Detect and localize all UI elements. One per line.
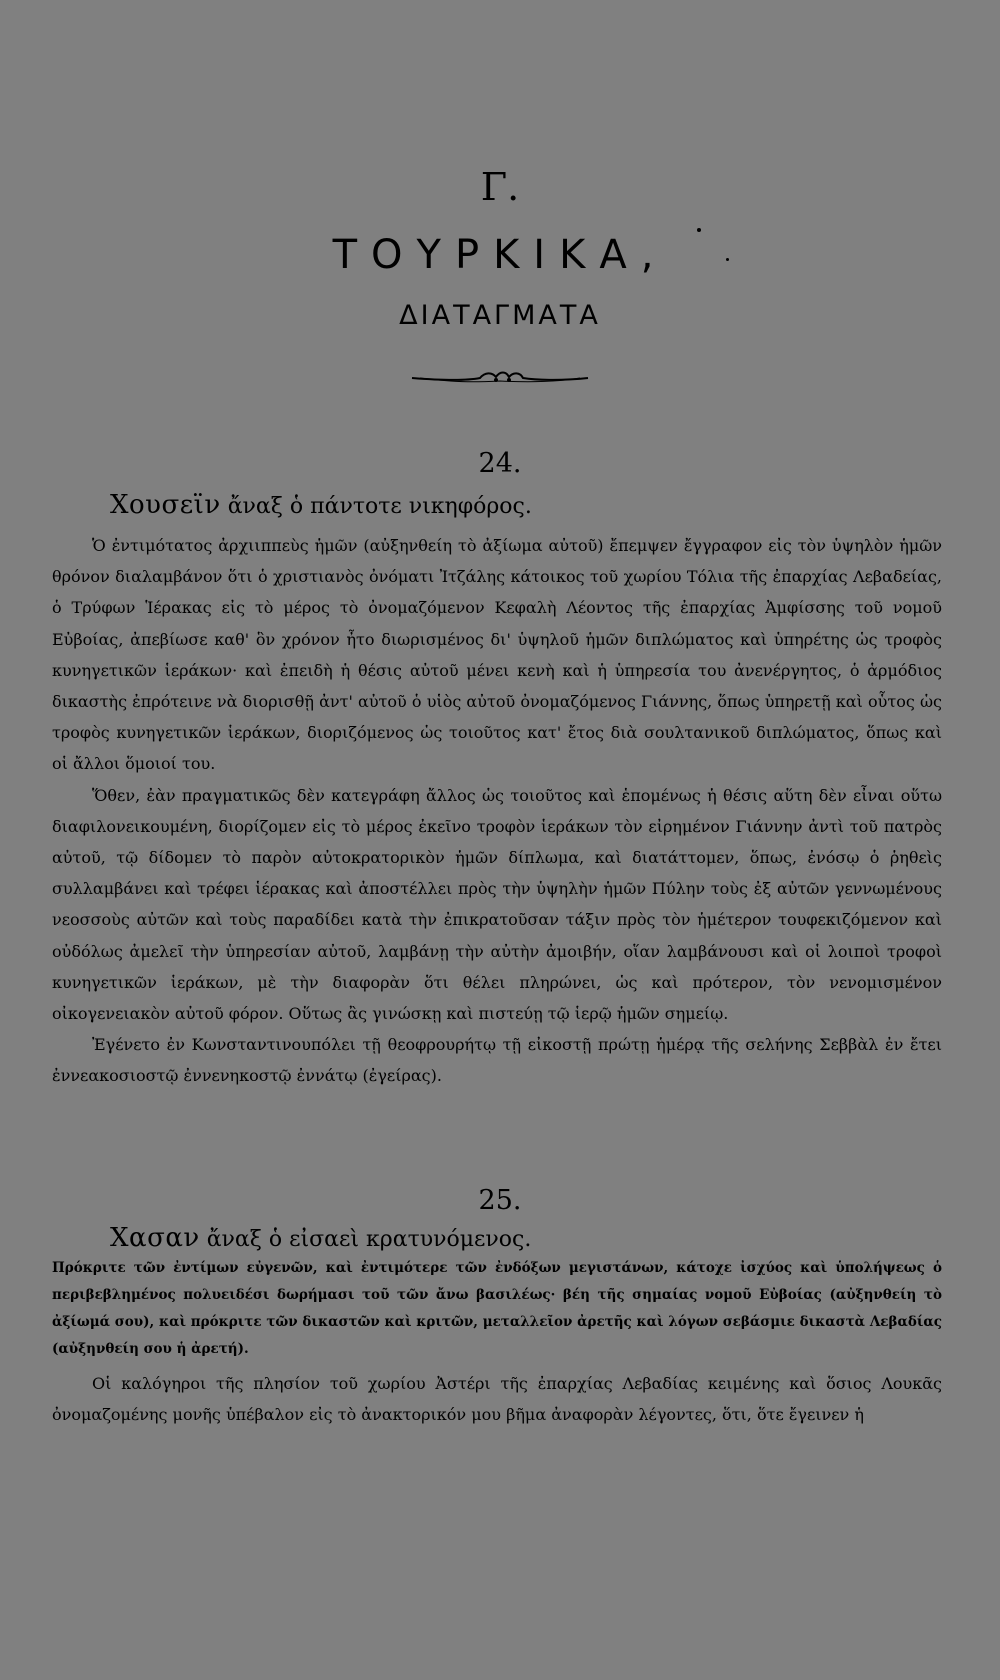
- ink-speck: [726, 258, 729, 261]
- section-letter: Γ.: [480, 165, 520, 209]
- document-heading: [110, 490, 532, 520]
- document-number: 25.: [478, 1185, 522, 1216]
- paragraph: Ἐγένετο ἐν Κωνσταντινουπόλει τῇ θεοφρουρήτῳ τῇ εἰκοστῇ πρώτῃ ἡμέρᾳ τῆς σελήνης Σεββὰλ ἐν ἔτει ἐννεακοσιοστῷ ἐννενηκοστῷ ἐννάτῳ (ἐγείρας).: [52, 1035, 942, 1086]
- heading-rest: ἄναξ ὁ εἰσαεὶ κρατυνόμενος.: [206, 1227, 532, 1252]
- heading-name: Χασαν: [110, 1223, 200, 1253]
- section-subtitle: ΔΙΑΤΑΓΜΑΤΑ: [399, 300, 601, 331]
- document-heading: [110, 1223, 531, 1253]
- section-title: ΤΟΥΡΚΙΚΑ,: [332, 232, 668, 278]
- heading-rest: ἄναξ ὁ πάντοτε νικηφόρος.: [227, 494, 532, 519]
- document-body: [52, 1368, 942, 1430]
- invocation: [52, 1255, 942, 1363]
- heading-name: Χουσεϊν: [110, 490, 221, 520]
- paragraph: Οἱ καλόγηροι τῆς πλησίον τοῦ χωρίου Ἀστέρι τῆς ἐπαρχίας Λεβαδίας κειμένης καὶ ὅσιος Λουκᾶς ὀνομαζομένης μονῆς ὑπέβαλον εἰς τὸ ἀνακτορικόν μου βῆμα ἀναφορὰν λέγοντες, ὅτι, ὅτε ἔγεινεν ἡ: [52, 1374, 942, 1425]
- ink-speck: [697, 228, 701, 232]
- paragraph: Ὁ ἐντιμότατος ἀρχιιππεὺς ἡμῶν (αὐξηνθείη τὸ ἀξίωμα αὐτοῦ) ἔπεμψεν ἔγγραφον εἰς τὸν ὑψηλὸν ἡμῶν θρόνον διαλαμβάνον ὅτι ὁ χριστιανὸς ὀνόματι Ἰτζάλης κάτοικος τοῦ χωρίου Τόλια τῆς ἐπαρχίας Λεβαδείας, ὁ Τρύφων Ἱέρακας εἰς τὸ μέρος τὸ ὀνομαζόμενον Κεφαλὴ Λέοντος τῆς ἐπαρχίας Ἀμφίσσης τοῦ νομοῦ Εὐβοίας, ἀπεβίωσε καθ' ὃν χρόνον ἦτο διωρισμένος δι' ὑψηλοῦ ἡμῶν διπλώματος καὶ ὑπηρέτης ὡς τροφὸς κυνηγετικῶν ἱεράκων· καὶ ἐπειδὴ ἡ θέσις αὐτοῦ μένει κενὴ καὶ ἡ ὑπηρεσία του ἀνενέργητος, ὁ ἁρμόδιος δικαστὴς ἐπρότεινε νὰ διορισθῇ ἀντ' αὐτοῦ ὁ υἱὸς αὐτοῦ ὀνομαζόμενος Γιάννης, ὅπως ὑπηρετῇ καὶ οὗτος ὡς τροφὸς κυνηγετικῶν ἱεράκων, διοριζόμενος ὡς τοιοῦτος κατ' ἔτος διὰ σουλτανικοῦ διπλώματος, ὅπως καὶ οἱ ἄλλοι ὅμοιοί του.: [52, 536, 942, 774]
- ornament-divider: [410, 366, 590, 390]
- paragraph: Ὅθεν, ἐὰν πραγματικῶς δὲν κατεγράφη ἄλλος ὡς τοιοῦτος καὶ ἑπομένως ἡ θέσις αὕτη δὲν εἶναι οὕτω διαφιλονεικουμένη, διορίζομεν εἰς τὸ μέρος ἐκεῖνο τροφὸν ἱεράκων τὸν εἰρημένον Γιάννην ἀντὶ τοῦ πατρὸς αὐτοῦ, τῷ δίδομεν τὸ παρὸν αὐτοκρατορικὸν ἡμῶν δίπλωμα, καὶ διατάττομεν, ὅπως, ἐνόσῳ ὁ ῥηθεὶς συλλαμβάνει καὶ τρέφει ἱέρακας καὶ ἀποστέλλει πρὸς τὴν ὑψηλὴν ἡμῶν Πύλην τοὺς ἐξ αὐτῶν γεννωμένους νεοσσοὺς αὐτῶν καὶ τοὺς παραδίδει κατὰ τὴν ἐπικρατοῦσαν τάξιν πρὸς τὸν ἡμέτερον τουφεκιζόμενον καὶ οὐδόλως ἀμελεῖ τὴν ὑπηρεσίαν αὐτοῦ, λαμβάνῃ τὴν αὐτὴν ἀμοιβήν, οἵαν λαμβάνουσι καὶ οἱ λοιποὶ τροφοὶ κυνηγετικῶν ἱεράκων, μὲ τὴν διαφορὰν ὅτι θέλει πληρώνει, ὡς καὶ πρότερον, τὸν νενομισμένον οἰκογενειακὸν αὐτοῦ φόρον. Οὕτως ἂς γινώσκῃ καὶ πιστεύῃ τῷ ἱερῷ ἡμῶν σημείῳ.: [52, 785, 942, 1024]
- invocation-text: Πρόκριτε τῶν ἐντίμων εὐγενῶν, καὶ ἐντιμότερε τῶν ἐνδόξων μεγιστάνων, κάτοχε ἰσχύος καὶ ὑπολήψεως ὁ περιβεβλημένος πολυειδέσι δωρήμασι τοῦ τῶν ἄνω βασιλέως· βέη τῆς σημαίας νομοῦ Εὐβοίας (αὐξηνθείη τὸ ἀξίωμά σου), καὶ πρόκριτε τῶν δικαστῶν καὶ κριτῶν, μεταλλεῖον ἀρετῆς καὶ λόγων σεβάσμιε δικαστὰ Λεβαδίας (αὐξηνθείη σου ἡ ἀρετή).: [52, 1260, 942, 1357]
- document-number: 24.: [478, 448, 522, 479]
- document-body: [52, 530, 942, 1092]
